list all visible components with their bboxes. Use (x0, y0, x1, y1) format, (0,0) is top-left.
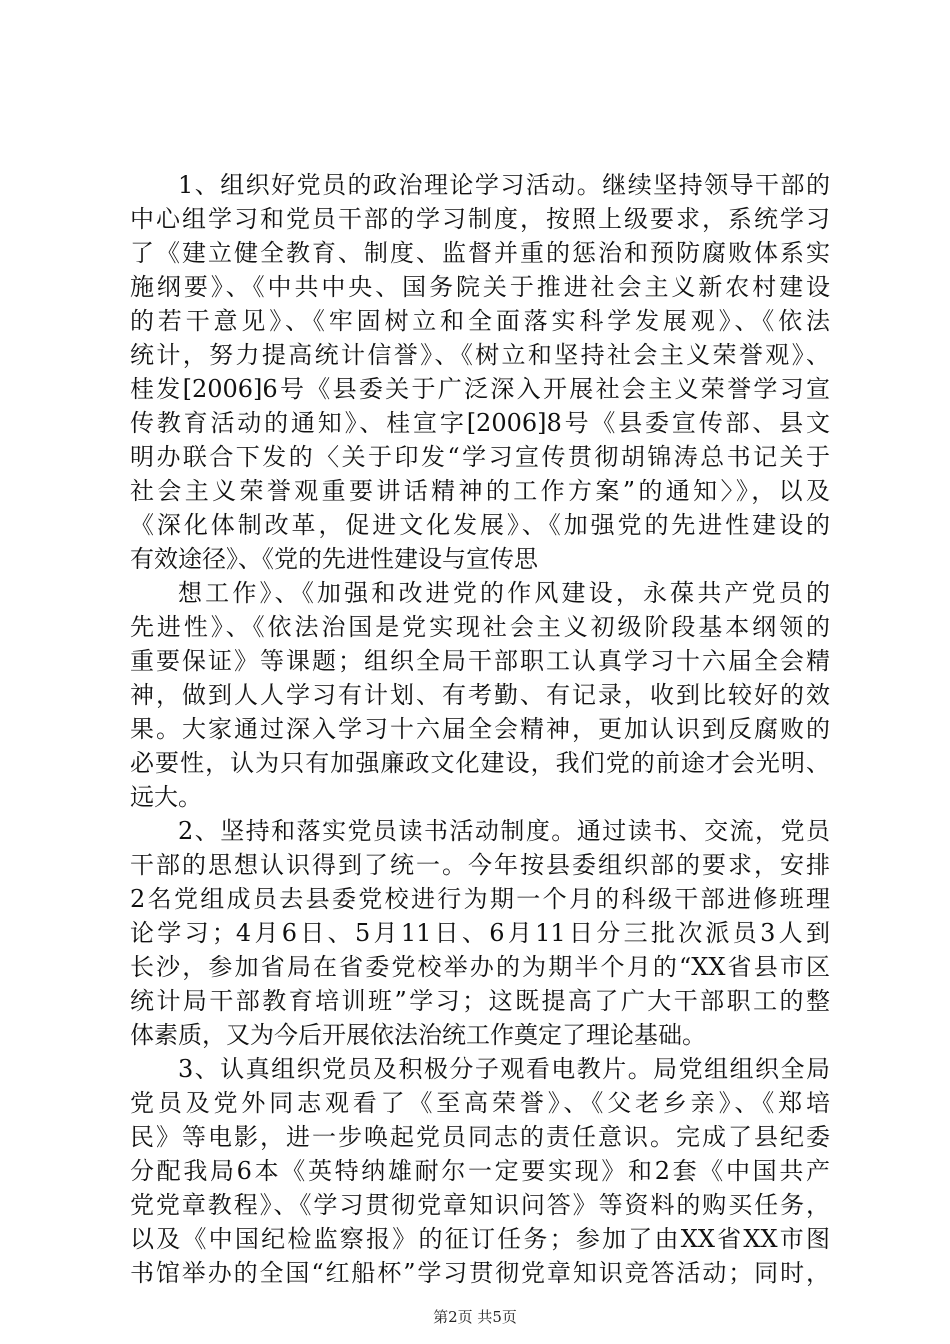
paragraph-3-line: 书馆举办的全国“红船杯”学习贯彻党章知识竞答活动；同时， (130, 1259, 830, 1287)
paragraph-1-line: 传教育活动的通知》、桂宣字[2006]8号《县委宣传部、县文 (130, 409, 830, 437)
paragraph-1-line: 必要性，认为只有加强廉政文化建设，我们党的前途才会光明、 (130, 749, 830, 777)
paragraph-1-line: 1、组织好党员的政治理论学习活动。继续坚持领导干部的 (178, 171, 830, 199)
paragraph-1-line: 的若干意见》、《牢固树立和全面落实科学发展观》、《依法 (130, 307, 830, 335)
paragraph-2-line: 体素质，又为今后开展依法治统工作奠定了理论基础。 (130, 1021, 706, 1049)
paragraph-3-line: 3、认真组织党员及积极分子观看电教片。局党组组织全局 (178, 1055, 830, 1083)
paragraph-1-line: 了《建立健全教育、制度、监督并重的惩治和预防腐败体系实 (130, 239, 830, 267)
paragraph-3-line: 民》等电影，进一步唤起党员同志的责任意识。完成了县纪委 (130, 1123, 830, 1151)
paragraph-1-line: 有效途径》、《党的先进性建设与宣传思 (130, 545, 538, 573)
paragraph-1-line: 果。大家通过深入学习十六届全会精神，更加认识到反腐败的 (130, 715, 830, 743)
paragraph-2-line: 长沙，参加省局在省委党校举办的为期半个月的“XX省县市区 (130, 953, 830, 981)
paragraph-2-line: 2名党组成员去县委党校进行为期一个月的科级干部进修班理 (130, 885, 830, 913)
paragraph-1-line: 远大。 (130, 783, 202, 811)
paragraph-1-line: 先进性》、《依法治国是党实现社会主义初级阶段基本纲领的 (130, 613, 830, 641)
paragraph-1-line: 神，做到人人学习有计划、有考勤、有记录，收到比较好的效 (130, 681, 830, 709)
paragraph-1-line: 统计，努力提高统计信誉》、《树立和坚持社会主义荣誉观》、 (130, 341, 830, 369)
paragraph-2-line: 统计局干部教育培训班”学习；这既提高了广大干部职工的整 (130, 987, 830, 1015)
paragraph-3-line: 党员及党外同志观看了《至高荣誉》、《父老乡亲》、《郑培 (130, 1089, 830, 1117)
paragraph-2-line: 论学习；4月6日、5月11日、6月11日分三批次派员3人到 (130, 919, 830, 947)
paragraph-1-line: 《深化体制改革，促进文化发展》、《加强党的先进性建设的 (130, 511, 830, 539)
paragraph-1-line: 中心组学习和党员干部的学习制度，按照上级要求，系统学习 (130, 205, 830, 233)
body-text (130, 168, 830, 1290)
paragraph-3-line: 以及《中国纪检监察报》的征订任务；参加了由XX省XX市图 (130, 1225, 830, 1253)
paragraph-1-line: 社会主义荣誉观重要讲话精神的工作方案”的通知〉》，以及 (130, 477, 830, 505)
page-number-footer: 第2页 共5页 (433, 1308, 517, 1326)
paragraph-1-line: 桂发[2006]6号《县委关于广泛深入开展社会主义荣誉学习宣 (130, 375, 830, 403)
paragraph-3-line: 党党章教程》、《学习贯彻党章知识问答》等资料的购买任务， (130, 1191, 830, 1219)
paragraph-1-continued-line: 想工作》、《加强和改进党的作风建设，永葆共产党员的 (178, 579, 830, 607)
paragraph-1-line: 施纲要》、《中共中央、国务院关于推进社会主义新农村建设 (130, 273, 830, 301)
paragraph-1-line: 重要保证》等课题；组织全局干部职工认真学习十六届全会精 (130, 647, 830, 675)
paragraph-3-line: 分配我局6本《英特纳雄耐尔一定要实现》和2套《中国共产 (130, 1157, 830, 1185)
paragraph-1-line: 明办联合下发的〈关于印发“学习宣传贯彻胡锦涛总书记关于 (130, 443, 830, 471)
paragraph-2-line: 干部的思想认识得到了统一。今年按县委组织部的要求，安排 (130, 851, 830, 879)
paragraph-2-line: 2、坚持和落实党员读书活动制度。通过读书、交流，党员 (178, 817, 830, 845)
